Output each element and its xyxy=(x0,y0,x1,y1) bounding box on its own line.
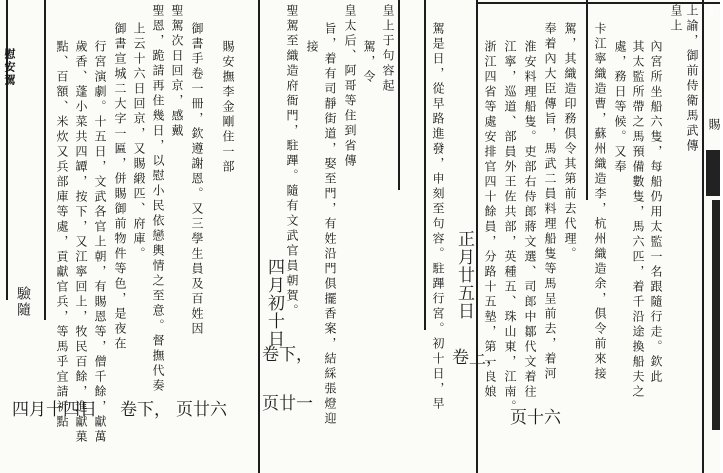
column-rule xyxy=(424,0,426,330)
text-column-10: 江寧，巡道、部員外王佐共部，英種五、珠山東，江南。 xyxy=(503,40,517,415)
page-date: 正月廿五日 xyxy=(454,230,474,320)
text-column-5: 旨，着有司靜街道，娶至門，有姓沿門俱擺香案，結綵張燈迎 xyxy=(323,22,337,427)
page-edge-fragment: 駐 xyxy=(707,4,721,18)
document-page-left xyxy=(0,0,258,473)
text-column-7: 行宮演劇。十五日，文武各官上朝，有賜恩等，僧千餘，獻萬 xyxy=(93,40,107,445)
text-column-6: 御書宣城二大字一匾，併賜御前物件等色，是夜在 xyxy=(113,22,127,352)
text-column-1: 賜安撫李金剛住一部 xyxy=(221,40,235,175)
text-column-3: 內宮所坐船六隻，每船仍用太監一名跟隨行走。欽此 xyxy=(649,40,663,385)
page-number: 页十六 xyxy=(510,408,561,428)
page-volume: 卷下， xyxy=(120,400,171,420)
text-column-2: 皇上于句容起 xyxy=(381,4,395,94)
text-column-6: 接 xyxy=(305,40,319,55)
text-column-8: 歲香、蓬小菜共四罈，按下，又江寧回上，牧民百餘，進獻菓 xyxy=(74,40,88,445)
page-number: 页廿一 xyxy=(262,394,313,414)
page-date: 四月初十日 xyxy=(264,258,284,348)
text-column-7: 駕，其織造印務俱令其第前去代理。 xyxy=(563,22,577,262)
text-column-3: 聖駕次日回京，感戴 xyxy=(170,4,184,139)
text-column-8: 奉着內大臣傳旨，馬武二員料理船隻等馬呈前去，着河 xyxy=(543,22,557,382)
column-rule xyxy=(6,0,8,300)
page-volume: 卷上， xyxy=(452,348,503,368)
column-rule xyxy=(44,0,46,320)
page-border xyxy=(258,0,260,473)
page-edge-fragment: 賜 xyxy=(707,118,721,132)
text-column-2: 御書手卷一冊，欽遵謝恩。又三學生員及百姓因 xyxy=(190,22,204,337)
binding-shadow xyxy=(706,150,720,196)
column-rule xyxy=(702,0,704,473)
document-page-middle xyxy=(258,0,476,473)
text-column-10: 驗隨 xyxy=(15,286,31,318)
text-column-7: 聖駕至織造府衙門，駐蹕。隨有文武官員朝賀。 xyxy=(285,4,299,319)
column-rule xyxy=(398,0,400,190)
text-column-2: 皇上 xyxy=(669,4,683,34)
page-number: 页廿六 xyxy=(176,400,227,420)
page-edge-fragment: 慰安駕 xyxy=(3,48,16,87)
text-column-1: 上諭，御前侍衛馬武傳 xyxy=(685,4,699,154)
text-column-4: 聖恩，跪請再住幾日，以慰小民依戀輿情之至意。督撫代奏 xyxy=(151,4,165,394)
text-column-5: 處，務日等候。又奉 xyxy=(613,40,627,175)
text-column-5: 上云十六日回京，又賜緞匹、府庫。 xyxy=(132,22,146,262)
page-date: 四月十四日 xyxy=(12,400,97,420)
document-page-right xyxy=(452,0,721,473)
text-column-9: 點、百額、米炊又兵部庫等處，貢獻官兵，等馬乎宜請祈點 xyxy=(55,40,69,430)
column-rule xyxy=(586,0,588,200)
text-column-1: 駕是日，從早路進發，申刻至句容。駐蹕行宮。初十日，早 xyxy=(431,22,445,412)
text-column-4: 其太監所帶之馬預備數隻，馬六匹，着千沿途換船夫之 xyxy=(631,40,645,400)
text-column-4: 皇太后、阿哥等住到省傳 xyxy=(343,4,357,169)
binding-shadow xyxy=(712,200,720,430)
text-column-3: 駕，令 xyxy=(362,40,376,85)
text-column-9: 淮安料理船隻。吏部右侍郎蔣文選、司郎中鄒代文着往 xyxy=(523,40,537,400)
page-border xyxy=(476,0,478,473)
text-column-6: 卡江寧織造曹，蘇州織造李，杭州織造余，俱令前來接 xyxy=(593,22,607,382)
text-column-11: 浙江四省等處安排官四十餘員，分路十五墊，第一良娘 xyxy=(483,40,497,400)
page-volume: 卷下， xyxy=(262,345,313,365)
